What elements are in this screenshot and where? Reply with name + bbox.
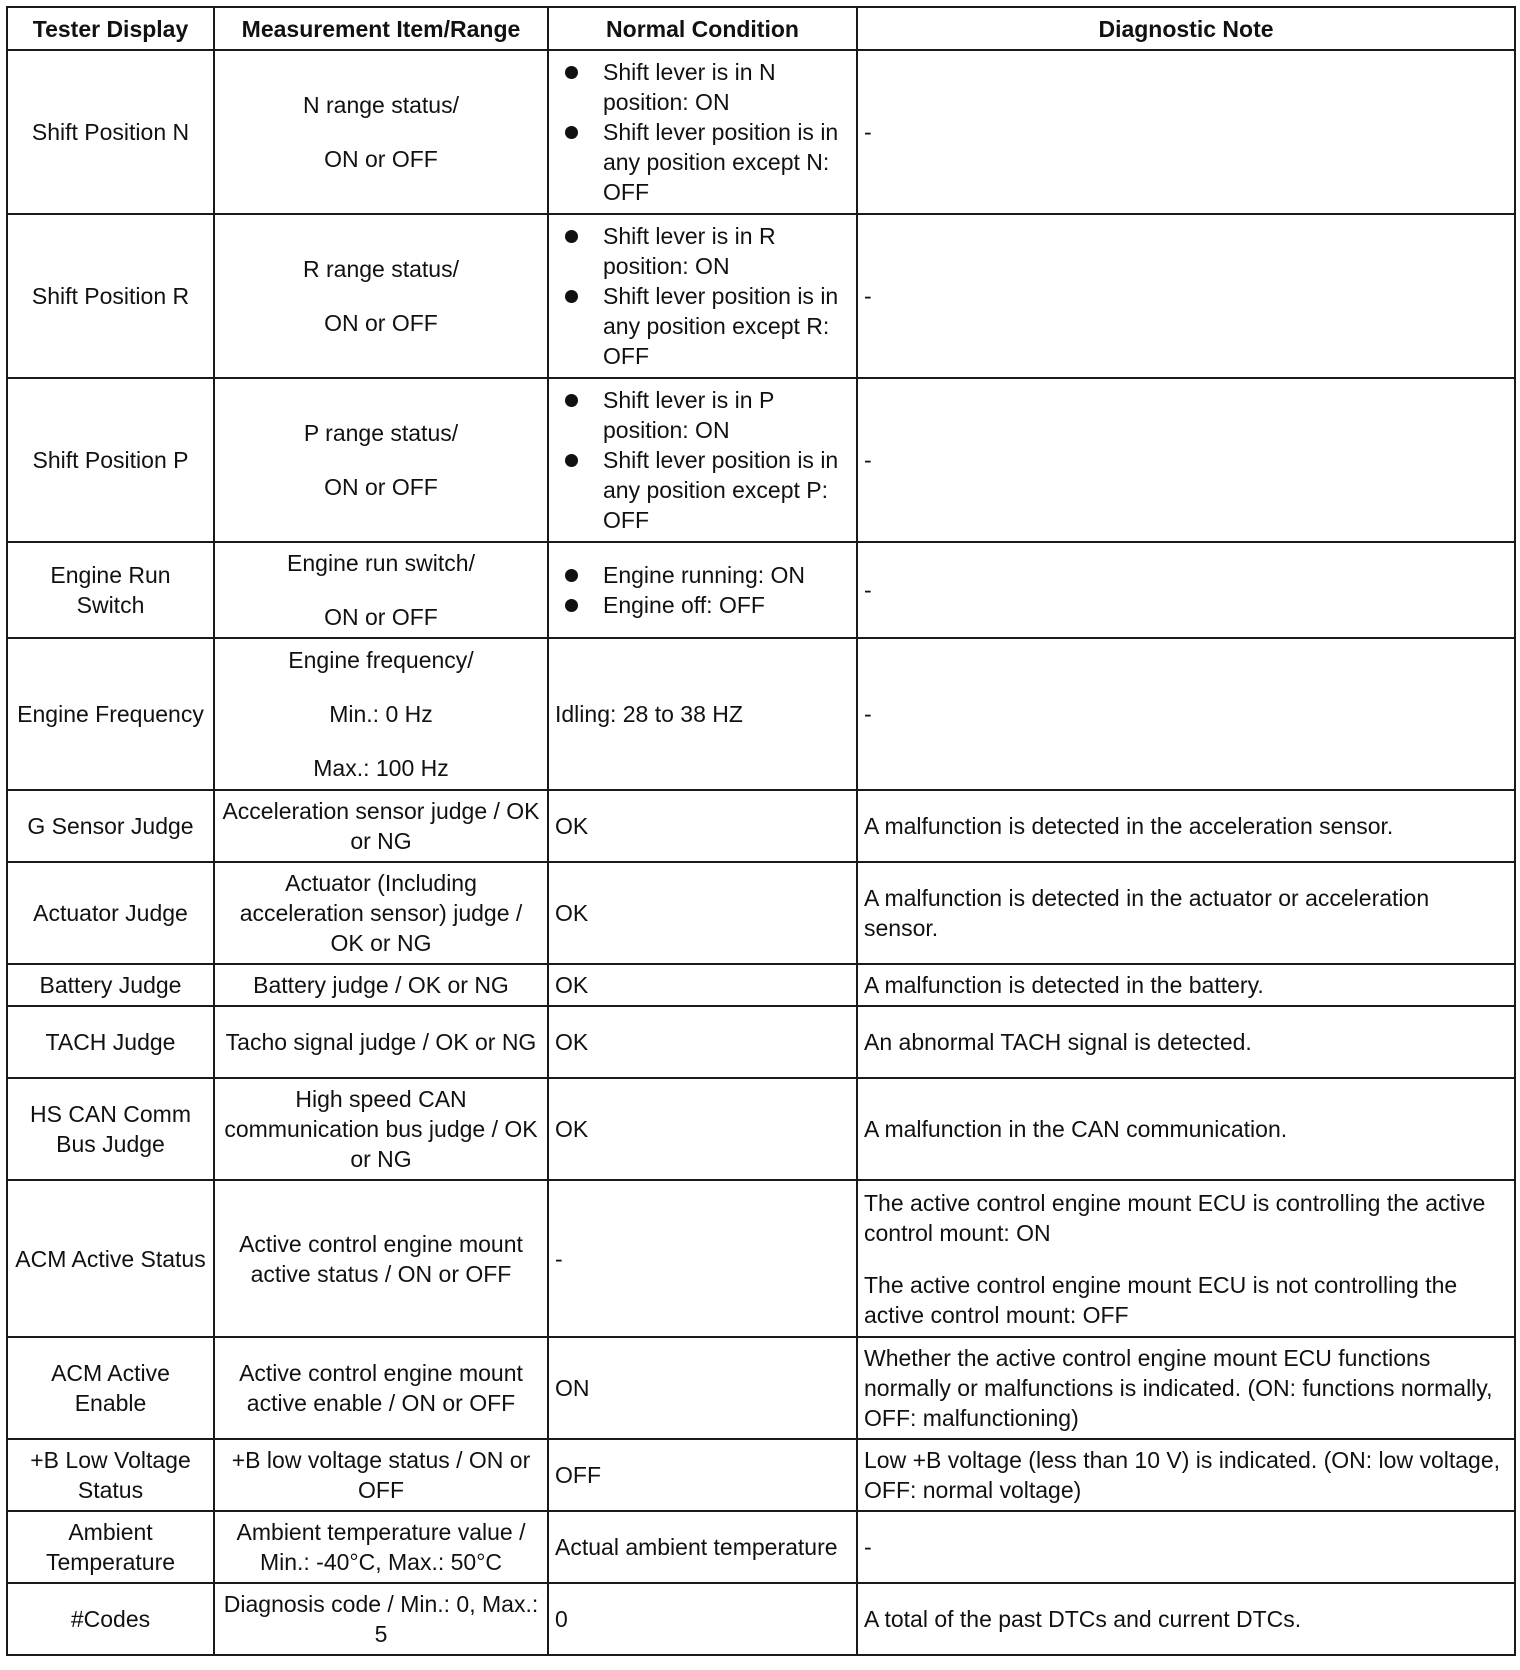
measurement-cell: [214, 378, 548, 542]
table-row: [7, 1180, 1515, 1337]
table-row: [7, 638, 1515, 790]
measurement-cell: [214, 1078, 548, 1180]
diagnostic-note-line: -: [864, 701, 872, 727]
normal-condition-cell: [548, 378, 857, 542]
tester-display-cell: G Sensor Judge: [7, 790, 214, 862]
measurement-line: Engine run switch/: [287, 550, 475, 576]
diagnostic-note-cell: [857, 1337, 1515, 1439]
diagnostic-note-cell: [857, 1006, 1515, 1078]
normal-condition-cell: OK: [548, 862, 857, 964]
header-diagnostic-note: Diagnostic Note: [857, 7, 1515, 50]
tester-display-cell: #Codes: [7, 1583, 214, 1655]
table-row: [7, 862, 1515, 964]
normal-condition-cell: OK: [548, 964, 857, 1006]
measurement-line: ON or OFF: [324, 474, 438, 500]
normal-condition-list: [555, 57, 850, 207]
data-list-table: [6, 6, 1516, 1656]
tester-display-cell: Ambient Temperature: [7, 1511, 214, 1583]
diagnostic-note-line: A total of the past DTCs and current DTCs.: [864, 1606, 1302, 1632]
diagnostic-note-cell: [857, 790, 1515, 862]
table-row: [7, 50, 1515, 214]
normal-condition-cell: Idling: 28 to 38 HZ: [548, 638, 857, 790]
normal-condition-cell: [548, 214, 857, 378]
tester-display-cell: HS CAN Comm Bus Judge: [7, 1078, 214, 1180]
diagnostic-note-cell: [857, 638, 1515, 790]
normal-condition-cell: [548, 50, 857, 214]
measurement-cell: [214, 1583, 548, 1655]
diagnostic-note-line: -: [864, 577, 872, 603]
normal-condition-cell: [548, 542, 857, 638]
tester-display-cell: Shift Position N: [7, 50, 214, 214]
tester-display-cell: Shift Position P: [7, 378, 214, 542]
table-row: [7, 1006, 1515, 1078]
measurement-line: ON or OFF: [324, 604, 438, 630]
diagnostic-note-cell: [857, 1511, 1515, 1583]
measurement-cell: [214, 1006, 548, 1078]
diagnostic-note-line: A malfunction is detected in the battery.: [864, 972, 1264, 998]
tester-display-cell: Actuator Judge: [7, 862, 214, 964]
measurement-line: Diagnosis code / Min.: 0, Max.: 5: [223, 1591, 539, 1647]
measurement-cell: [214, 1337, 548, 1439]
measurement-line: High speed CAN communication bus judge / OK or NG: [224, 1086, 538, 1172]
measurement-cell: [214, 862, 548, 964]
table-body: [7, 50, 1515, 1655]
measurement-line: ON or OFF: [324, 310, 438, 336]
diagnostic-note-line: A malfunction is detected in the acceleration sensor.: [864, 813, 1394, 839]
diagnostic-note-cell: [857, 1583, 1515, 1655]
measurement-cell: [214, 1180, 548, 1337]
measurement-line: ON or OFF: [324, 146, 438, 172]
normal-condition-cell: OK: [548, 790, 857, 862]
header-measurement-item: Measurement Item/Range: [214, 7, 548, 50]
normal-condition-cell: 0: [548, 1583, 857, 1655]
measurement-line: Ambient temperature value / Min.: -40°C, Max.: 50°C: [236, 1519, 526, 1575]
measurement-line: Battery judge / OK or NG: [253, 972, 509, 998]
diagnostic-note-cell: [857, 542, 1515, 638]
diagnostic-note-line: Low +B voltage (less than 10 V) is indicated. (ON: low voltage, OFF: normal voltage): [864, 1447, 1501, 1503]
diagnostic-note-cell: [857, 1078, 1515, 1180]
tester-display-cell: ACM Active Status: [7, 1180, 214, 1337]
tester-display-cell: TACH Judge: [7, 1006, 214, 1078]
normal-condition-list: [555, 560, 850, 620]
tester-display-cell: Shift Position R: [7, 214, 214, 378]
diagnostic-note-cell: [857, 1180, 1515, 1337]
normal-condition-item: Shift lever is in P position: ON: [603, 385, 850, 445]
diagnostic-note-line: Whether the active control engine mount ECU functions normally or malfunctions is indicated. (ON: functions normally, OFF: malfunctioning): [864, 1345, 1493, 1431]
header-normal-condition: Normal Condition: [548, 7, 857, 50]
measurement-cell: [214, 214, 548, 378]
normal-condition-cell: OK: [548, 1078, 857, 1180]
table-row: [7, 1439, 1515, 1511]
diagnostic-note-line: A malfunction in the CAN communication.: [864, 1116, 1288, 1142]
diagnostic-note-cell: [857, 1439, 1515, 1511]
tester-display-cell: Engine Frequency: [7, 638, 214, 790]
measurement-cell: [214, 1511, 548, 1583]
diagnostic-note-line: The active control engine mount ECU is not controlling the active control mount: OFF: [864, 1271, 1458, 1328]
normal-condition-item: Engine off: OFF: [603, 590, 850, 620]
table-row: [7, 1511, 1515, 1583]
diagnostic-note-line: The active control engine mount ECU is controlling the active control mount: ON: [864, 1189, 1486, 1246]
normal-condition-item: Shift lever position is in any position except N: OFF: [603, 117, 850, 207]
header-tester-display: Tester Display: [7, 7, 214, 50]
measurement-line: Acceleration sensor judge / OK or NG: [222, 798, 540, 854]
measurement-line: Active control engine mount active enable / ON or OFF: [239, 1360, 523, 1416]
measurement-line: R range status/: [303, 256, 459, 282]
table-row: [7, 542, 1515, 638]
normal-condition-cell: OK: [548, 1006, 857, 1078]
table-row: [7, 1078, 1515, 1180]
table-row: [7, 378, 1515, 542]
table-row: [7, 1337, 1515, 1439]
table-row: [7, 790, 1515, 862]
normal-condition-list: [555, 221, 850, 371]
measurement-line: +B low voltage status / ON or OFF: [231, 1447, 531, 1503]
header-row: [7, 7, 1515, 50]
tester-display-cell: +B Low Voltage Status: [7, 1439, 214, 1511]
diagnostic-note-cell: [857, 214, 1515, 378]
diagnostic-note-cell: [857, 378, 1515, 542]
measurement-line: Max.: 100 Hz: [313, 755, 449, 781]
normal-condition-item: Shift lever is in R position: ON: [603, 221, 850, 281]
normal-condition-item: Shift lever is in N position: ON: [603, 57, 850, 117]
measurement-cell: [214, 1439, 548, 1511]
diagnostic-note-line: -: [864, 119, 872, 145]
normal-condition-cell: -: [548, 1180, 857, 1337]
table-row: [7, 214, 1515, 378]
normal-condition-item: Engine running: ON: [603, 560, 850, 590]
tester-display-cell: Battery Judge: [7, 964, 214, 1006]
table-row: [7, 964, 1515, 1006]
table-row: [7, 1583, 1515, 1655]
measurement-line: Engine frequency/: [288, 647, 474, 673]
tester-display-cell: ACM Active Enable: [7, 1337, 214, 1439]
measurement-line: Tacho signal judge / OK or NG: [225, 1029, 537, 1055]
normal-condition-list: [555, 385, 850, 535]
measurement-cell: [214, 542, 548, 638]
diagnostic-note-line: A malfunction is detected in the actuator or acceleration sensor.: [864, 885, 1430, 941]
measurement-line: Active control engine mount active status / ON or OFF: [239, 1230, 523, 1287]
measurement-cell: [214, 790, 548, 862]
diagnostic-note-line: -: [864, 283, 872, 309]
measurement-line: Min.: 0 Hz: [329, 701, 433, 727]
measurement-cell: [214, 638, 548, 790]
diagnostic-note-cell: [857, 50, 1515, 214]
diagnostic-note-line: An abnormal TACH signal is detected.: [864, 1029, 1252, 1055]
diagnostic-note-line: -: [864, 447, 872, 473]
measurement-cell: [214, 50, 548, 214]
normal-condition-item: Shift lever position is in any position except R: OFF: [603, 281, 850, 371]
measurement-cell: [214, 964, 548, 1006]
diagnostic-note-line: -: [864, 1534, 872, 1560]
measurement-line: Actuator (Including acceleration sensor) judge / OK or NG: [239, 870, 523, 956]
normal-condition-cell: Actual ambient temperature: [548, 1511, 857, 1583]
normal-condition-item: Shift lever position is in any position except P: OFF: [603, 445, 850, 535]
data-list-sheet: [6, 6, 1514, 1656]
measurement-line: P range status/: [303, 420, 459, 446]
tester-display-cell: Engine Run Switch: [7, 542, 214, 638]
diagnostic-note-cell: [857, 964, 1515, 1006]
diagnostic-note-cell: [857, 862, 1515, 964]
measurement-line: N range status/: [303, 92, 459, 118]
normal-condition-cell: OFF: [548, 1439, 857, 1511]
normal-condition-cell: ON: [548, 1337, 857, 1439]
